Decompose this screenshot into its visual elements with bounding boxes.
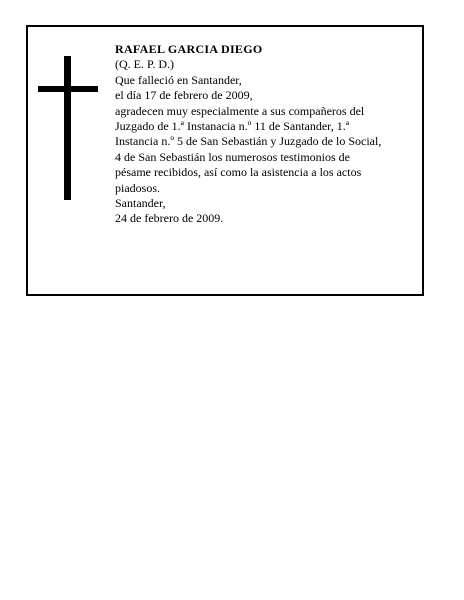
notice-line: pésame recibidos, así como la asistencia a los actos bbox=[115, 165, 362, 180]
rip-abbreviation: (Q. E. P. D.) bbox=[115, 57, 174, 72]
notice-place: Santander, bbox=[115, 196, 166, 211]
notice-line: el día 17 de febrero de 2009, bbox=[115, 88, 253, 103]
notice-line: Instancia n.º 5 de San Sebastián y Juzgado de lo Social, bbox=[115, 134, 382, 149]
notice-line: agradecen muy especialmente a sus compañeros del bbox=[115, 103, 365, 118]
cross-vertical-bar bbox=[64, 56, 71, 200]
deceased-name: RAFAEL GARCIA DIEGO bbox=[115, 42, 263, 56]
notice-line: Juzgado de 1.ª Instanacia n.º 11 de Santander, 1.ª bbox=[115, 119, 350, 134]
notice-line: Que falleció en Santander, bbox=[115, 72, 242, 87]
cross-icon bbox=[38, 56, 98, 200]
notice-text bbox=[115, 42, 420, 227]
obituary-notice bbox=[26, 25, 424, 296]
notice-line: piadosos. bbox=[115, 180, 160, 195]
cross-horizontal-bar bbox=[38, 86, 98, 92]
notice-line: 4 de San Sebastián los numerosos testimonios de bbox=[115, 149, 350, 164]
notice-date: 24 de febrero de 2009. bbox=[115, 211, 224, 226]
